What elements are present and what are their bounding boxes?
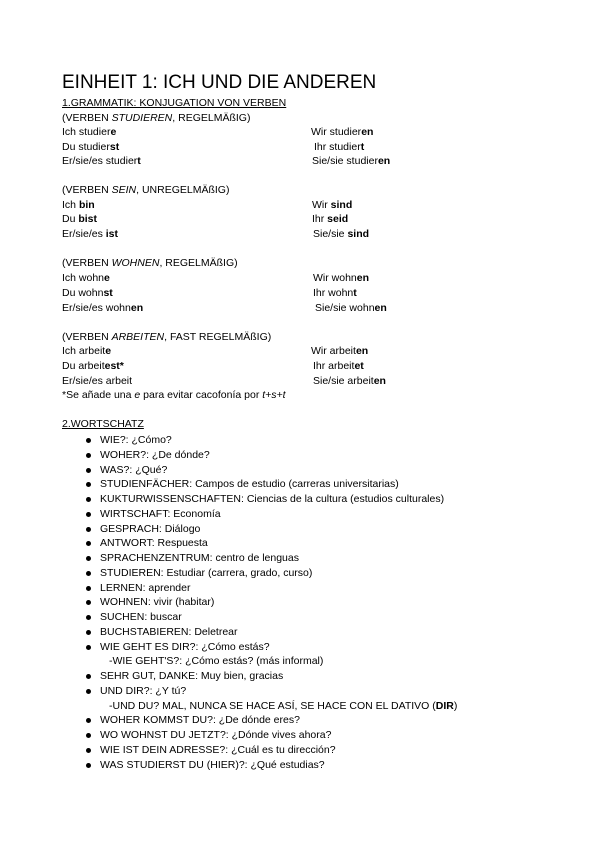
- bullet-icon: [86, 556, 91, 561]
- bullet-icon: [86, 453, 91, 458]
- list-item: SEHR GUT, DANKE: Muy bien, gracias: [62, 669, 457, 684]
- conjugation-left: Ich bin: [62, 199, 95, 211]
- footnote: *Se añade una e para evitar cacofonía por t+s+t: [62, 389, 286, 401]
- bullet-icon: [86, 512, 91, 517]
- conjugation-left: Du studierst: [62, 141, 120, 153]
- bullet-icon: [86, 630, 91, 635]
- list-item: BUCHSTABIEREN: Deletrear: [62, 625, 457, 640]
- list-item: SPRACHENZENTRUM: centro de lenguas: [62, 551, 457, 566]
- conjugation-left: Ich wohne: [62, 272, 110, 284]
- page-title: EINHEIT 1: ICH UND DIE ANDEREN: [62, 72, 377, 93]
- list-item: UND DIR?: ¿Y tú?: [62, 684, 457, 699]
- conjugation-right: Ihr seid: [312, 213, 349, 225]
- verb-group-header: (VERBEN ARBEITEN, FAST REGELMÄßIG): [62, 331, 272, 343]
- list-item: STUDIEREN: Estudiar (carrera, grado, curso): [62, 566, 457, 581]
- bullet-icon: [86, 718, 91, 723]
- verb-group-header: (VERBEN SEIN, UNREGELMÄßIG): [62, 184, 230, 196]
- vocab-list: [62, 433, 457, 772]
- conjugation-left: Du bist: [62, 213, 98, 225]
- verb-group-header: (VERBEN STUDIEREN, REGELMÄßIG): [62, 112, 251, 124]
- list-item: WIE IST DEIN ADRESSE?: ¿Cuál es tu dirección?: [62, 743, 457, 758]
- conjugation-right: Sie/sie sind: [313, 228, 370, 240]
- bullet-icon: [86, 733, 91, 738]
- bullet-icon: [86, 541, 91, 546]
- conjugation-right: Wir sind: [312, 199, 353, 211]
- bullet-icon: [86, 571, 91, 576]
- bullet-icon: [86, 645, 91, 650]
- conjugation-left: Er/sie/es wohnen: [62, 302, 144, 314]
- conjugation-right: Ihr studiert: [314, 141, 365, 153]
- bullet-icon: [86, 763, 91, 768]
- grammar-heading: 1.GRAMMATIK: KONJUGATION VON VERBEN: [62, 97, 287, 109]
- list-item: WOHER?: ¿De dónde?: [62, 448, 457, 463]
- conjugation-left: Er/sie/es studiert: [62, 155, 141, 167]
- list-item: WOHNEN: vivir (habitar): [62, 595, 457, 610]
- list-subitem: -WIE GEHT'S?: ¿Cómo estás? (más informal): [109, 655, 324, 668]
- bullet-icon: [86, 482, 91, 487]
- list-item: STUDIENFÄCHER: Campos de estudio (carreras universitarias): [62, 477, 457, 492]
- list-item: WO WOHNST DU JETZT?: ¿Dónde vives ahora?: [62, 728, 457, 743]
- bullet-icon: [86, 689, 91, 694]
- conjugation-left: Er/sie/es arbeit: [62, 375, 133, 387]
- conjugation-right: Wir arbeiten: [311, 345, 369, 357]
- conjugation-left: Du arbeitest*: [62, 360, 124, 372]
- list-item: WAS STUDIERST DU (HIER)?: ¿Qué estudias?: [62, 758, 457, 773]
- list-item: GESPRACH: Diálogo: [62, 522, 457, 537]
- list-subitem: -UND DU? MAL, NUNCA SE HACE ASÍ, SE HACE CON EL DATIVO (DIR): [109, 699, 458, 712]
- bullet-icon: [86, 586, 91, 591]
- bullet-icon: [86, 497, 91, 502]
- conjugation-left: Ich arbeite: [62, 345, 112, 357]
- list-item: LERNEN: aprender: [62, 581, 457, 596]
- list-item: WIE GEHT ES DIR?: ¿Cómo estás?: [62, 640, 457, 655]
- conjugation-left: Er/sie/es ist: [62, 228, 119, 240]
- bullet-icon: [86, 527, 91, 532]
- list-item: ANTWORT: Respuesta: [62, 536, 457, 551]
- bullet-icon: [86, 674, 91, 679]
- list-item: WIRTSCHAFT: Economía: [62, 507, 457, 522]
- bullet-icon: [86, 748, 91, 753]
- list-item: WAS?: ¿Qué?: [62, 463, 457, 478]
- vocab-heading: 2.WORTSCHATZ: [62, 418, 144, 430]
- verb-group-header: (VERBEN WOHNEN, REGELMÄßIG): [62, 257, 238, 269]
- conjugation-left: Ich studiere: [62, 126, 117, 138]
- conjugation-right: Ihr wohnt: [313, 287, 357, 299]
- bullet-icon: [86, 615, 91, 620]
- list-item: WIE?: ¿Cómo?: [62, 433, 457, 448]
- conjugation-right: Sie/sie arbeiten: [313, 375, 386, 387]
- bullet-icon: [86, 600, 91, 605]
- conjugation-right: Ihr arbeitet: [313, 360, 364, 372]
- list-item: KUKTURWISSENSCHAFTEN: Ciencias de la cultura (estudios culturales): [62, 492, 457, 507]
- conjugation-right: Wir studieren: [311, 126, 374, 138]
- bullet-icon: [86, 438, 91, 443]
- conjugation-left: Du wohnst: [62, 287, 113, 299]
- list-item: SUCHEN: buscar: [62, 610, 457, 625]
- conjugation-right: Sie/sie studieren: [312, 155, 391, 167]
- conjugation-right: Wir wohnen: [313, 272, 370, 284]
- conjugation-right: Sie/sie wohnen: [315, 302, 387, 314]
- bullet-icon: [86, 468, 91, 473]
- list-item: WOHER KOMMST DU?: ¿De dónde eres?: [62, 713, 457, 728]
